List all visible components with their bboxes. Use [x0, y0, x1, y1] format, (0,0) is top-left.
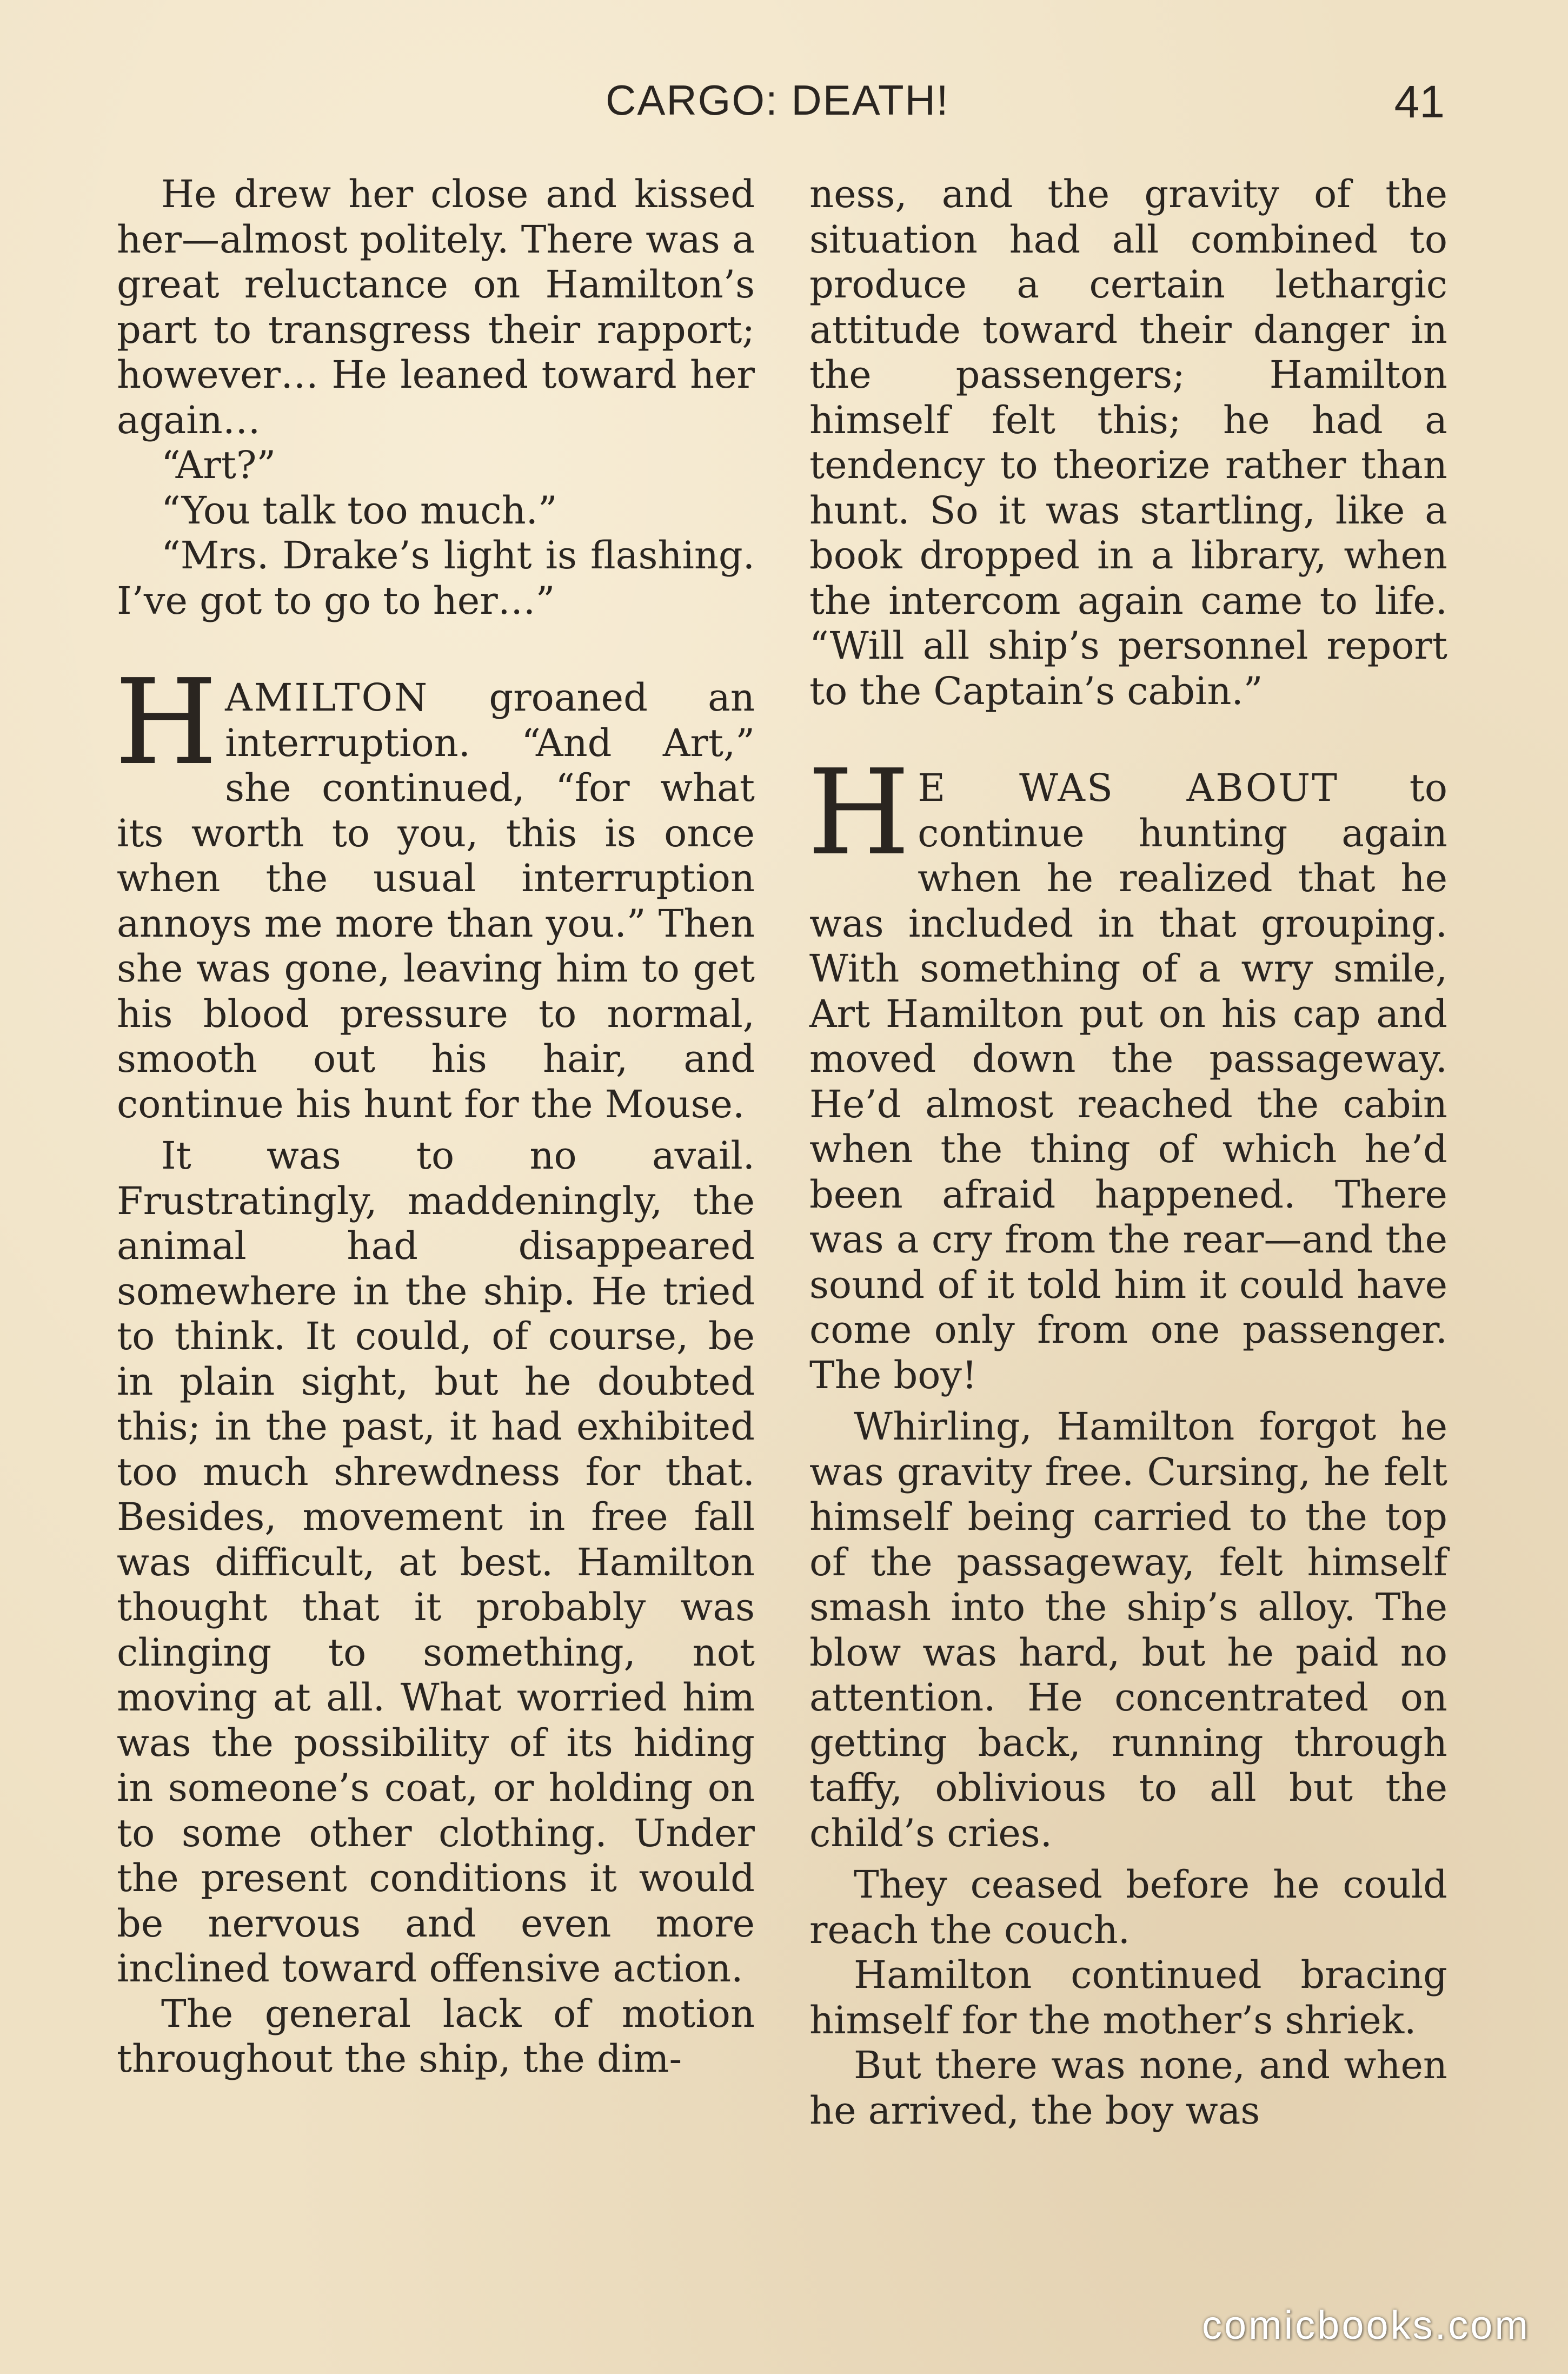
section-about — [807, 745, 1447, 2133]
paragraph: He drew her close and kissed her—almost politely. There was a great reluctance on Hamilton’s part to transgress their rapport; however… He leaned toward her again… — [117, 172, 755, 442]
left-column — [117, 172, 755, 2082]
section-lead-paragraph — [807, 745, 1447, 1398]
paragraph: But there was none, and when he arrived, the boy was — [809, 2043, 1447, 2133]
lead-caps: E WAS ABOUT — [918, 766, 1339, 810]
paragraph: “Art?” — [161, 443, 276, 487]
running-title: CARGO: DEATH! — [606, 76, 949, 124]
section-hamilton — [115, 654, 755, 2082]
paragraph: “You talk too much.” — [161, 488, 557, 533]
page-number: 41 — [1394, 76, 1445, 127]
paragraph: Whirling, Hamilton forgot he was gravity free. Cursing, he felt himself being carried to the top of the passageway, felt himself smash into the ship’s alloy. The blow was hard, but he paid no attention. He concentrated on getting back, running through taffy, oblivious to all but the child’s cries. — [809, 1404, 1447, 1855]
watermark: comicbooks.com — [1201, 2303, 1530, 2348]
drop-cap: H — [807, 745, 911, 881]
right-column — [809, 172, 1447, 2133]
lead-text: groaned an interruption. “And Art,” she continued, “for what its worth to you, this is once when the usual interruption annoys me more than you.” Then she was gone, leaving him to get his blood pressure to normal, smooth out his hair, and continue his hunt for the Mouse. — [117, 675, 755, 1126]
paragraph: Hamilton continued bracing himself for the mother’s shriek. — [809, 1953, 1447, 2043]
paragraph: It was to no avail. Frustratingly, maddeningly, the animal had disappeared somewhere in the ship. He tried to think. It could, of course, be in plain sight, but he doubted this; in the past, it had exhibited too much shrewdness for that. Besides, movement in free fall was difficult, at best. Hamilton thought that it probably was clinging to something, not moving at all. What worried him was the possibility of its hiding in someone’s coat, or holding on to some other clothing. Under the present conditions it would be nervous and even more inclined toward offensive action. — [117, 1133, 755, 1991]
paragraph: The general lack of motion throughout the ship, the dim- — [117, 1991, 755, 2081]
lead-text: to continue hunting again when he realized that he was included in that grouping. With something of a wry smile, Art Hamilton put on his cap and moved down the passageway. He’d almost reached the cabin when the thing of which he’d been afraid happened. There was a cry from the rear—and the sound of it told him it could have come only from one passenger. The boy! — [809, 766, 1447, 1397]
lead-caps: AMILTON — [225, 675, 429, 720]
paragraph-continuation: ness, and the gravity of the situation had all combined to produce a certain lethargic attitude toward their danger in the passengers; Hamilton himself felt this; he had a tendency to theorize rather than hunt. So it was startling, like a book dropped in a library, when the intercom again came to life. “Will all ship’s personnel report to the Captain’s cabin.” — [809, 172, 1447, 713]
paragraph: They ceased before he could reach the couch. — [809, 1862, 1447, 1952]
paragraph: “Mrs. Drake’s light is flashing. I’ve got to go to her…” — [117, 533, 755, 623]
drop-cap: H — [115, 654, 218, 791]
section-lead-paragraph — [115, 654, 755, 1127]
page-header — [0, 76, 1568, 141]
